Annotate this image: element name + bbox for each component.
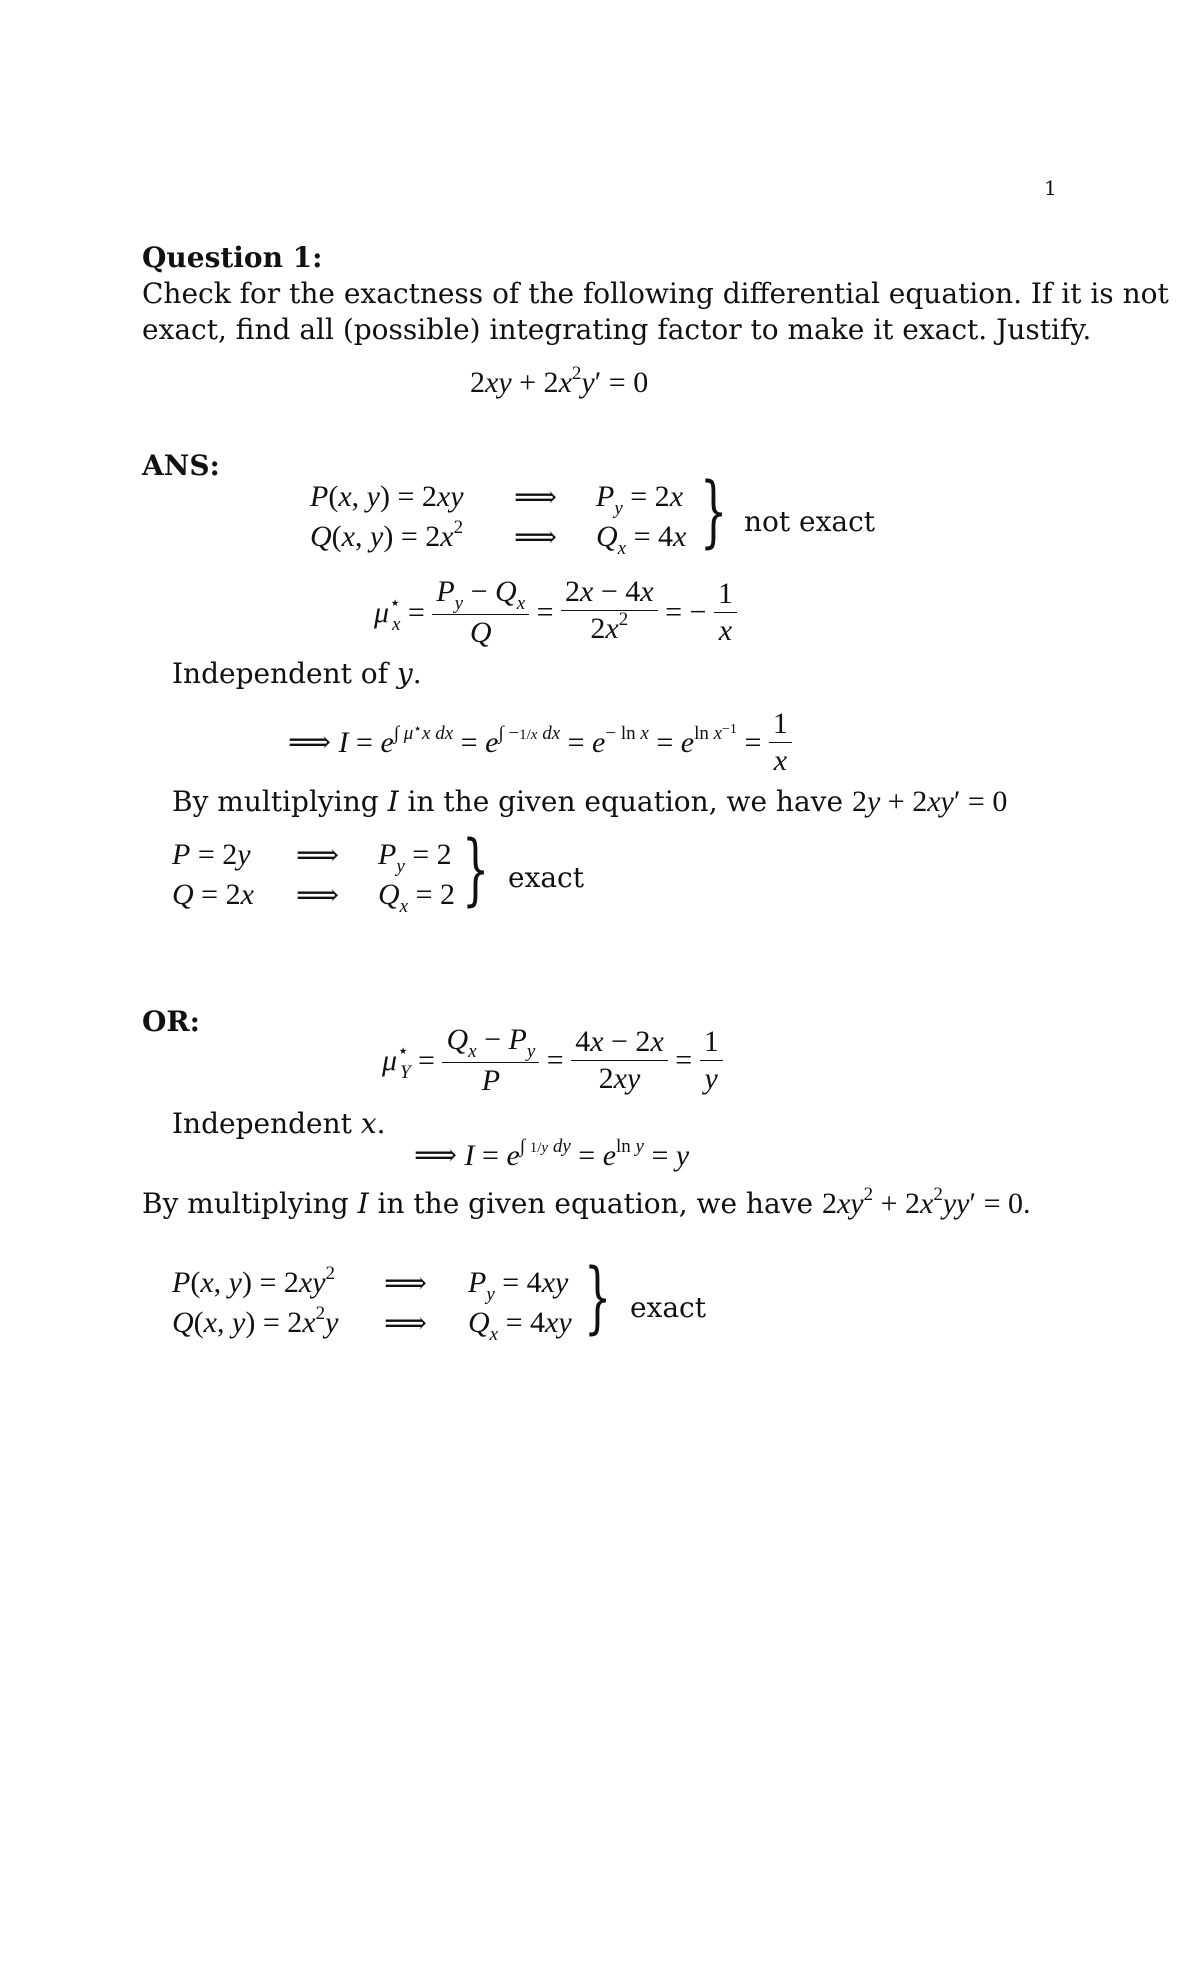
integrating-factor-1: ⟹ $I = e^{\int \mu^⋆x dx} = e^{\int -1/x dx} = e^{- ln x} = e^{ln x^{-1}}$ = $\frac{1}{x}$ (288, 706, 792, 779)
exact-label-1: exact (508, 861, 584, 894)
eq-q3: Q(x, $y) = 2x^2y$ (172, 1303, 339, 1339)
question-line-2: exact, find all (possible) integrating factor to make it exact. Justify. (142, 313, 1092, 346)
implies-arrow: ⟹ (296, 839, 340, 872)
independent-x: Independent x. (172, 1107, 386, 1140)
eq-qx2: $Q_x = 2$ (378, 878, 456, 917)
eq-qx: $Q_x = 4x$ (596, 520, 687, 559)
ans-label: ANS: (142, 449, 220, 482)
eq-py: $P_y = 2x$ (596, 480, 684, 519)
multiply-line-1: By multiplying I in the given equation, we have 2y + 2xy′ = 0 (172, 785, 1008, 818)
right-brace: } (584, 1253, 612, 1343)
implies-arrow: ⟹ (296, 879, 340, 912)
eq-p2: P = 2y (172, 838, 251, 871)
implies-arrow: ⟹ (384, 1307, 428, 1340)
integrating-factor-2: ⟹ $I = e^{\int 1/y dy} = e^{ln y} = y$ (414, 1136, 690, 1172)
eq-q-def: Q(x, $y) = 2x^2$ (310, 517, 464, 553)
implies-arrow: ⟹ (514, 481, 558, 514)
not-exact-label: not exact (744, 505, 876, 538)
implies-arrow: ⟹ (384, 1267, 428, 1300)
mu-x-formula: $\mu^⋆_x$ = $\frac{P_y - Q_x}{Q}$ = $\frac{2x - 4x}{2x^2}$ = − $\frac{1}{x}$ (374, 574, 737, 651)
eq-qx3: $Q_x = 4xy$ (468, 1306, 572, 1345)
eq-q2: Q = 2x (172, 878, 254, 911)
eq-py2: $P_y = 2$ (378, 838, 452, 877)
mu-y-formula: $\mu^⋆_Y$ = $\frac{Q_x - P_y}{P}$ = $\frac{4x - 2x}{2xy}$ = $\frac{1}{y}$ (382, 1022, 723, 1099)
right-brace: } (700, 467, 728, 557)
right-brace: } (462, 825, 490, 915)
page-number: 1 (1044, 176, 1057, 200)
or-label: OR: (142, 1005, 200, 1038)
multiply-line-2: By multiplying I in the given equation, we have $2xy^2 + 2x^2yy' = 0$. (142, 1184, 1031, 1220)
question-heading: Question 1: (142, 241, 323, 274)
eq-p3: P(x, $y) = 2xy^2$ (172, 1263, 336, 1299)
exact-label-2: exact (630, 1291, 706, 1324)
question-line-1: Check for the exactness of the following differential equation. If it is not (142, 277, 1169, 310)
eq-py3: $P_y = 4xy$ (468, 1266, 569, 1305)
differential-equation: $2xy + 2x^2y' = 0$ (470, 363, 649, 399)
eq-p-def: P(x, y) = 2xy (310, 480, 464, 513)
implies-arrow: ⟹ (514, 521, 558, 554)
independent-of-y: Independent of y. (172, 657, 422, 690)
